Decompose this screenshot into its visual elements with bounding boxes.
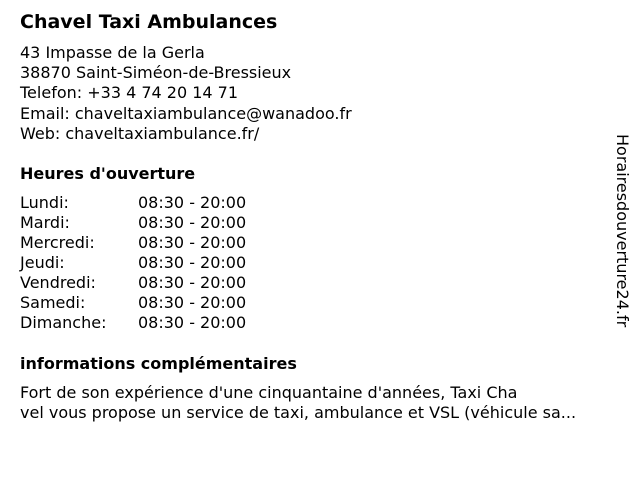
info-heading: informations complémentaires [20, 354, 297, 373]
day-label: Dimanche: [20, 313, 107, 332]
day-label: Mercredi: [20, 233, 95, 252]
day-label: Vendredi: [20, 273, 96, 292]
street-address: 43 Impasse de la Gerla [20, 43, 205, 62]
watermark-text: Horairesdouverture24.fr [613, 134, 632, 328]
hours-row-lundi [20, 193, 246, 213]
hours-heading: Heures d'ouverture [20, 164, 196, 183]
time-range: 08:30 - 20:00 [138, 293, 247, 312]
day-label: Jeudi: [20, 253, 65, 272]
hours-row-jeudi [20, 253, 246, 273]
info-text [20, 383, 630, 423]
hours-row-vendredi [20, 273, 246, 293]
info-line: Fort de son expérience d'une cinquantaine d'années, Taxi Cha [20, 383, 518, 402]
opening-hours-table [20, 193, 246, 333]
time-range: 08:30 - 20:00 [138, 193, 247, 212]
time-range: 08:30 - 20:00 [138, 233, 247, 252]
time-range: 08:30 - 20:00 [138, 273, 247, 292]
day-label: Lundi: [20, 193, 69, 212]
hours-row-mardi [20, 213, 246, 233]
info-line: vel vous propose un service de taxi, ambulance et VSL (véhicule sa... [20, 403, 577, 422]
time-range: 08:30 - 20:00 [138, 313, 247, 332]
site-watermark [610, 134, 634, 374]
day-label: Mardi: [20, 213, 70, 232]
hours-row-mercredi [20, 233, 246, 253]
time-range: 08:30 - 20:00 [138, 253, 247, 272]
day-label: Samedi: [20, 293, 86, 312]
city-address: 38870 Saint-Siméon-de-Bressieux [20, 63, 292, 83]
hours-row-dimanche [20, 313, 246, 333]
email-address[interactable]: Email: chaveltaxiambulance@wanadoo.fr [20, 103, 352, 123]
business-name: Chavel Taxi Ambulances [20, 11, 278, 33]
time-range: 08:30 - 20:00 [138, 213, 247, 232]
contact-block [20, 43, 352, 144]
phone-number[interactable]: Telefon: +33 4 74 20 14 71 [20, 83, 239, 103]
hours-row-samedi [20, 293, 246, 313]
website-link[interactable]: Web: chaveltaxiambulance.fr/ [20, 123, 260, 143]
